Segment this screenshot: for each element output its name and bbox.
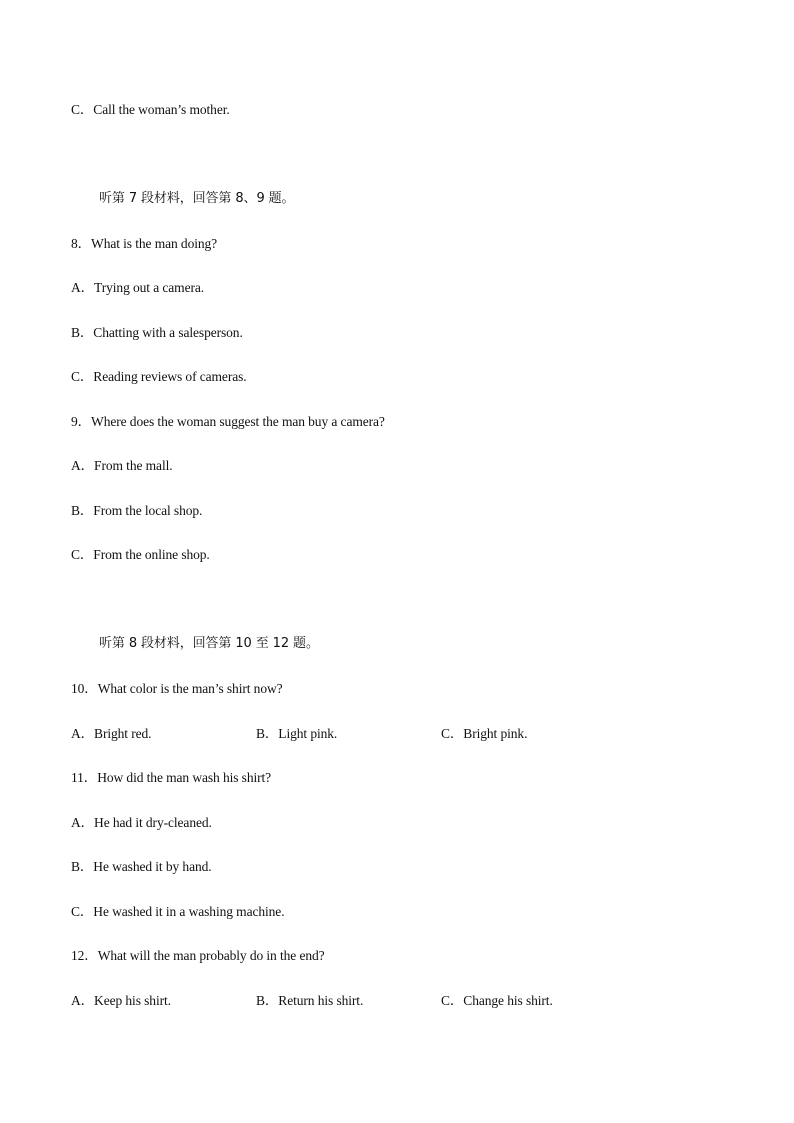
question-11: 11．How did the man wash his shirt?	[71, 770, 272, 785]
q10-option-b: B．Light pink.	[256, 726, 338, 741]
q12-option-c: C．Change his shirt.	[441, 993, 553, 1008]
q8-option-a: A．Trying out a camera.	[71, 280, 205, 295]
question-8: 8．What is the man doing?	[71, 236, 218, 251]
q9-option-c: C．From the online shop.	[71, 547, 210, 562]
q9-option-b: B．From the local shop.	[71, 503, 203, 518]
question-9: 9．Where does the woman suggest the man buy a camera?	[71, 414, 385, 429]
q11-option-a: A．He had it dry-cleaned.	[71, 815, 212, 830]
q12-option-a: A．Keep his shirt.	[71, 993, 171, 1008]
q11-option-b: B．He washed it by hand.	[71, 859, 212, 874]
q10-option-a: A．Bright red.	[71, 726, 152, 741]
q8-option-c: C．Reading reviews of cameras.	[71, 369, 247, 384]
question-12: 12．What will the man probably do in the end?	[71, 948, 325, 963]
section-7-instruction: 听第 7 段材料，回答第 8、9 题。	[99, 191, 295, 206]
section-8-instruction: 听第 8 段材料，回答第 10 至 12 题。	[99, 636, 319, 651]
q10-option-c: C．Bright pink.	[441, 726, 528, 741]
q7-option-c: C．Call the woman’s mother.	[71, 102, 230, 117]
question-10: 10．What color is the man’s shirt now?	[71, 681, 283, 696]
q11-option-c: C．He washed it in a washing machine.	[71, 904, 285, 919]
q9-option-a: A．From the mall.	[71, 458, 173, 473]
q8-option-b: B．Chatting with a salesperson.	[71, 325, 243, 340]
q12-option-b: B．Return his shirt.	[256, 993, 364, 1008]
